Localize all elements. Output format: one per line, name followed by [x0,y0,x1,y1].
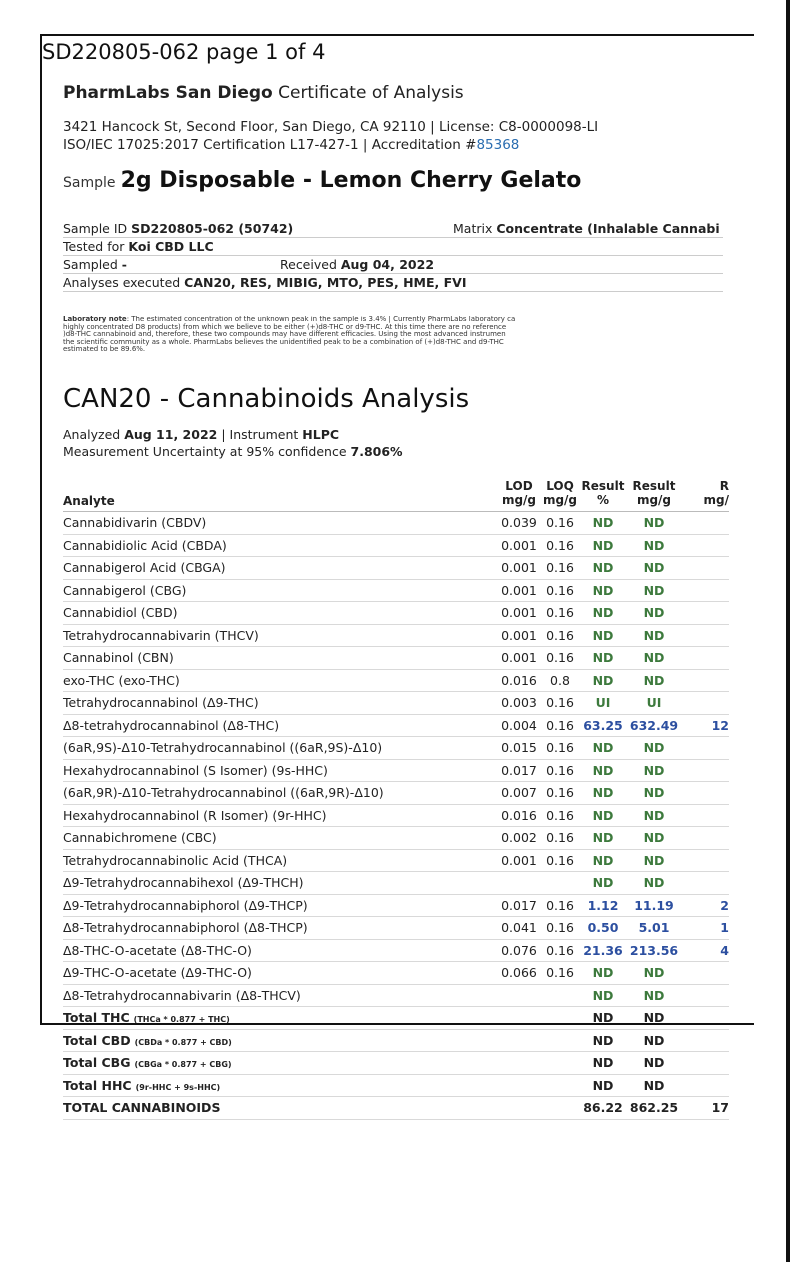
lod-cell: 0.039 [497,512,541,535]
result-r-cell: 1 [681,917,729,940]
loq-cell: 0.8 [541,669,579,692]
result-pct-cell: ND [579,557,627,580]
analyte-cell: (6aR,9R)-Δ10-Tetrahydrocannabinol ((6aR,9R)-Δ10) [63,782,497,805]
total-row [63,1074,729,1097]
cannabinoids-table [63,474,729,1120]
analyte-cell: Cannabigerol (CBG) [63,579,497,602]
result-pct-cell: ND [579,984,627,1007]
result-pct-cell: ND [579,737,627,760]
note-line: )d8-THC cannabinoid and, therefore, these two compounds may have different efficacies. Using the most advanced instrumen [63,330,506,339]
analyte-cell: Cannabinol (CBN) [63,647,497,670]
table-row [63,849,729,872]
received-value: Aug 04, 2022 [340,257,435,272]
result-r-cell [681,962,729,985]
result-mg-cell: UI [627,692,681,715]
total-formula: (9r-HHC + 9s-HHC) [135,1082,221,1092]
result-mg-cell: ND [627,759,681,782]
section-title: CAN20 - Cannabinoids Analysis [63,384,470,414]
total-formula: (CBGa * 0.877 + CBG) [134,1060,232,1070]
loq-cell: 0.16 [541,939,579,962]
total-row [63,1029,729,1052]
loq-cell: 0.16 [541,804,579,827]
analyte-cell: Δ9-THC-O-acetate (Δ9-THC-O) [63,962,497,985]
table-row [63,984,729,1007]
result-r-cell [681,692,729,715]
result-mg-cell: ND [627,602,681,625]
result-pct-cell: 21.36 [579,939,627,962]
lod-cell [497,1097,541,1120]
table-row [63,534,729,557]
result-pct-cell: ND [579,827,627,850]
loq-cell [541,872,579,895]
result-mg-cell: 213.56 [627,939,681,962]
total-formula: (CBDa * 0.877 + CBD) [134,1037,232,1047]
total-formula: (THCa * 0.877 + THC) [133,1015,230,1025]
laboratory-note [63,316,723,354]
result-mg-cell: 5.01 [627,917,681,940]
result-r-cell [681,984,729,1007]
instrument-value: HLPC [302,427,340,442]
result-r-cell [681,669,729,692]
lod-cell [497,1029,541,1052]
table-row [63,557,729,580]
result-mg-cell: ND [627,647,681,670]
result-pct-cell: ND [579,647,627,670]
lod-cell: 0.001 [497,624,541,647]
note-line: highly concentrated D8 products) from which we believe to be either (+)d8-THC or d9-THC. At this time there are no reference [63,322,507,331]
table-row [63,647,729,670]
result-pct-cell: ND [579,1007,627,1030]
loq-cell: 0.16 [541,512,579,535]
col-header-loq: LOQ mg/g [541,474,579,512]
lod-cell: 0.007 [497,782,541,805]
result-r-cell [681,737,729,760]
result-mg-cell: ND [627,804,681,827]
table-body [63,512,729,1120]
analyte-cell: Hexahydrocannabinol (R Isomer) (9r-HHC) [63,804,497,827]
info-row-sample-id [63,220,723,238]
analyte-cell: Hexahydrocannabinol (S Isomer) (9s-HHC) [63,759,497,782]
analyte-cell: Tetrahydrocannabinol (Δ9-THC) [63,692,497,715]
info-row-analyses [63,274,723,292]
result-r-cell [681,1074,729,1097]
analyzed-date: Aug 11, 2022 [124,427,218,442]
lod-cell: 0.017 [497,759,541,782]
result-r-cell [681,647,729,670]
uncertainty-value: 7.806% [350,444,403,459]
result-r-cell [681,602,729,625]
total-label: Total HHC [63,1077,132,1093]
lod-cell: 0.041 [497,917,541,940]
loq-cell: 0.16 [541,962,579,985]
loq-cell: 0.16 [541,579,579,602]
result-pct-cell: ND [579,849,627,872]
lod-cell: 0.002 [497,827,541,850]
sample-info-block [63,220,723,292]
lod-cell: 0.016 [497,804,541,827]
sample-id-label: Sample ID [63,221,128,236]
meta-separator: | [217,427,230,442]
loq-cell [541,984,579,1007]
uncertainty-label: Measurement Uncertainty at 95% confidence [63,444,347,459]
lod-cell: 0.004 [497,714,541,737]
analyses-label: Analyses executed [63,275,181,290]
sample-label: Sample [63,175,116,191]
loq-cell: 0.16 [541,624,579,647]
scrollbar[interactable] [781,0,795,1262]
sample-id-value: SD220805-062 (50742) [131,221,294,236]
analysis-meta [63,426,403,460]
accreditation-link[interactable]: 85368 [476,137,520,153]
table-row [63,714,729,737]
analyte-cell: Δ8-Tetrahydrocannabivarin (Δ8-THCV) [63,984,497,1007]
result-pct-cell: ND [579,512,627,535]
lod-cell [497,1052,541,1075]
total-label: TOTAL CANNABINOIDS [63,1100,221,1116]
document-title: SD220805-062 page 1 of 4 [42,40,326,64]
lod-cell: 0.001 [497,534,541,557]
col-header-r: R mg/ [681,474,729,512]
result-r-cell [681,827,729,850]
loq-cell [541,1097,579,1120]
result-pct-cell: ND [579,782,627,805]
result-r-cell [681,849,729,872]
loq-cell [541,1052,579,1075]
loq-cell: 0.16 [541,557,579,580]
loq-cell: 0.16 [541,714,579,737]
note-label: Laboratory note [63,316,127,323]
result-mg-cell: 11.19 [627,894,681,917]
matrix-label: Matrix [453,221,493,236]
result-mg-cell: ND [627,1052,681,1075]
lod-cell: 0.001 [497,557,541,580]
analyte-cell: Cannabidiolic Acid (CBDA) [63,534,497,557]
loq-cell: 0.16 [541,759,579,782]
result-r-cell [681,1052,729,1075]
result-mg-cell: ND [627,872,681,895]
table-row [63,827,729,850]
table-row [63,737,729,760]
total-label: Total CBD [63,1032,131,1048]
result-r-cell [681,534,729,557]
note-line: the scientific community as a whole. PharmLabs believes the unidentified peak to be a combination of (+)d8-THC and d9-THC [63,337,504,346]
certification-text: ISO/IEC 17025:2017 Certification L17-427-1 | Accreditation # [63,137,477,153]
result-r-cell [681,557,729,580]
result-r-cell [681,759,729,782]
result-mg-cell: ND [627,782,681,805]
lod-cell: 0.076 [497,939,541,962]
result-pct-cell: ND [579,669,627,692]
col-header-result-mg: Result mg/g [627,474,681,512]
table-row [63,512,729,535]
lod-cell: 0.001 [497,647,541,670]
result-r-cell: 12 [681,714,729,737]
table-row [63,939,729,962]
sampled-label: Sampled [63,257,118,272]
result-mg-cell: ND [627,962,681,985]
lod-cell [497,872,541,895]
loq-cell: 0.16 [541,534,579,557]
result-mg-cell: ND [627,1007,681,1030]
loq-cell [541,1074,579,1097]
lab-heading [63,83,464,103]
tested-for-value: Koi CBD LLC [128,239,214,254]
result-r-cell [681,804,729,827]
result-mg-cell: ND [627,557,681,580]
total-label: Total THC [63,1010,130,1026]
lab-name: PharmLabs San Diego [63,83,273,103]
loq-cell: 0.16 [541,647,579,670]
result-pct-cell: 1.12 [579,894,627,917]
table-row [63,692,729,715]
lod-cell [497,1074,541,1097]
result-pct-cell: ND [579,579,627,602]
total-row [63,1052,729,1075]
loq-cell [541,1007,579,1030]
result-mg-cell: ND [627,1029,681,1052]
analyses-value: CAN20, RES, MIBIG, MTO, PES, HME, FVI [184,275,467,290]
result-pct-cell: UI [579,692,627,715]
result-pct-cell: ND [579,624,627,647]
loq-cell: 0.16 [541,692,579,715]
table-row [63,894,729,917]
result-pct-cell: ND [579,534,627,557]
result-mg-cell: ND [627,827,681,850]
result-r-cell [681,872,729,895]
result-mg-cell: ND [627,984,681,1007]
result-mg-cell: ND [627,534,681,557]
lod-cell: 0.001 [497,849,541,872]
result-r-cell [681,1029,729,1052]
lab-address [63,118,598,154]
analyte-cell: Δ8-THC-O-acetate (Δ8-THC-O) [63,939,497,962]
result-mg-cell: ND [627,669,681,692]
result-pct-cell: ND [579,804,627,827]
lod-cell [497,1007,541,1030]
col-header-result-pct: Result % [579,474,627,512]
analyzed-label: Analyzed [63,427,121,442]
tested-for-label: Tested for [63,239,125,254]
table-row [63,669,729,692]
note-line: estimated to be 89.6%. [63,345,146,354]
result-mg-cell: 632.49 [627,714,681,737]
total-label-cell [63,1052,497,1075]
table-row [63,917,729,940]
result-r-cell [681,624,729,647]
info-row-sampled [63,256,723,274]
lod-cell: 0.066 [497,962,541,985]
lod-cell: 0.016 [497,669,541,692]
result-r-cell: 4 [681,939,729,962]
result-mg-cell: ND [627,1074,681,1097]
result-pct-cell: ND [579,962,627,985]
loq-cell: 0.16 [541,849,579,872]
address-line-2 [63,136,598,154]
result-pct-cell: ND [579,1074,627,1097]
result-mg-cell: ND [627,624,681,647]
analyte-cell: Tetrahydrocannabinolic Acid (THCA) [63,849,497,872]
loq-cell: 0.16 [541,894,579,917]
table-row [63,579,729,602]
note-line: : The estimated concentration of the unknown peak in the sample is 3.4% | Currently PharmLabs laboratory ca [126,316,516,323]
info-row-tested-for [63,238,723,256]
result-mg-cell: ND [627,579,681,602]
lod-cell: 0.001 [497,602,541,625]
analyte-cell: exo-THC (exo-THC) [63,669,497,692]
result-pct-cell: 0.50 [579,917,627,940]
result-mg-cell: 862.25 [627,1097,681,1120]
col-header-analyte: Analyte [63,474,497,512]
analyte-cell: Cannabidiol (CBD) [63,602,497,625]
lod-cell: 0.017 [497,894,541,917]
sample-name: 2g Disposable - Lemon Cherry Gelato [120,168,582,193]
table-header-row [63,474,729,512]
result-pct-cell: ND [579,872,627,895]
matrix-value: Concentrate (Inhalable Cannabi [496,221,720,236]
result-r-cell [681,579,729,602]
result-r-cell [681,782,729,805]
scrollbar-thumb[interactable] [786,0,790,1262]
table-row [63,872,729,895]
result-mg-cell: ND [627,849,681,872]
loq-cell [541,1029,579,1052]
result-pct-cell: ND [579,602,627,625]
instrument-label: Instrument [229,427,299,442]
result-mg-cell: ND [627,512,681,535]
analyte-cell: Δ9-Tetrahydrocannabiphorol (Δ9-THCP) [63,894,497,917]
sampled-value: - [121,257,127,272]
analyte-cell: Δ9-Tetrahydrocannabihexol (Δ9-THCH) [63,872,497,895]
table-row [63,602,729,625]
address-line-1: 3421 Hancock St, Second Floor, San Diego, CA 92110 | License: C8-0000098-LI [63,119,599,135]
total-label: Total CBG [63,1055,131,1071]
analyte-cell: Tetrahydrocannabivarin (THCV) [63,624,497,647]
table-row [63,962,729,985]
loq-cell: 0.16 [541,602,579,625]
result-pct-cell: 86.22 [579,1097,627,1120]
analyte-cell: (6aR,9S)-Δ10-Tetrahydrocannabinol ((6aR,9S)-Δ10) [63,737,497,760]
loq-cell: 0.16 [541,737,579,760]
loq-cell: 0.16 [541,827,579,850]
result-pct-cell: ND [579,1052,627,1075]
sample-heading [63,168,581,193]
analyte-cell: Δ8-Tetrahydrocannabiphorol (Δ8-THCP) [63,917,497,940]
result-r-cell: 17 [681,1097,729,1120]
result-r-cell [681,512,729,535]
loq-cell: 0.16 [541,917,579,940]
total-row [63,1007,729,1030]
lod-cell: 0.001 [497,579,541,602]
table-row [63,804,729,827]
lod-cell: 0.003 [497,692,541,715]
received-label: Received [280,257,337,272]
total-label-cell [63,1029,497,1052]
result-r-cell: 2 [681,894,729,917]
lod-cell [497,984,541,1007]
analyte-cell: Cannabidivarin (CBDV) [63,512,497,535]
analyte-cell: Cannabigerol Acid (CBGA) [63,557,497,580]
loq-cell: 0.16 [541,782,579,805]
lod-cell: 0.015 [497,737,541,760]
total-label-cell [63,1074,497,1097]
table-row [63,624,729,647]
table-row [63,759,729,782]
result-pct-cell: ND [579,759,627,782]
total-label-cell [63,1007,497,1030]
total-row [63,1097,729,1120]
table-row [63,782,729,805]
analyte-cell: Cannabichromene (CBC) [63,827,497,850]
result-r-cell [681,1007,729,1030]
result-pct-cell: 63.25 [579,714,627,737]
result-mg-cell: ND [627,737,681,760]
result-pct-cell: ND [579,1029,627,1052]
analyte-cell: Δ8-tetrahydrocannabinol (Δ8-THC) [63,714,497,737]
lab-heading-suffix: Certificate of Analysis [278,83,464,103]
col-header-lod: LOD mg/g [497,474,541,512]
total-label-cell [63,1097,497,1120]
